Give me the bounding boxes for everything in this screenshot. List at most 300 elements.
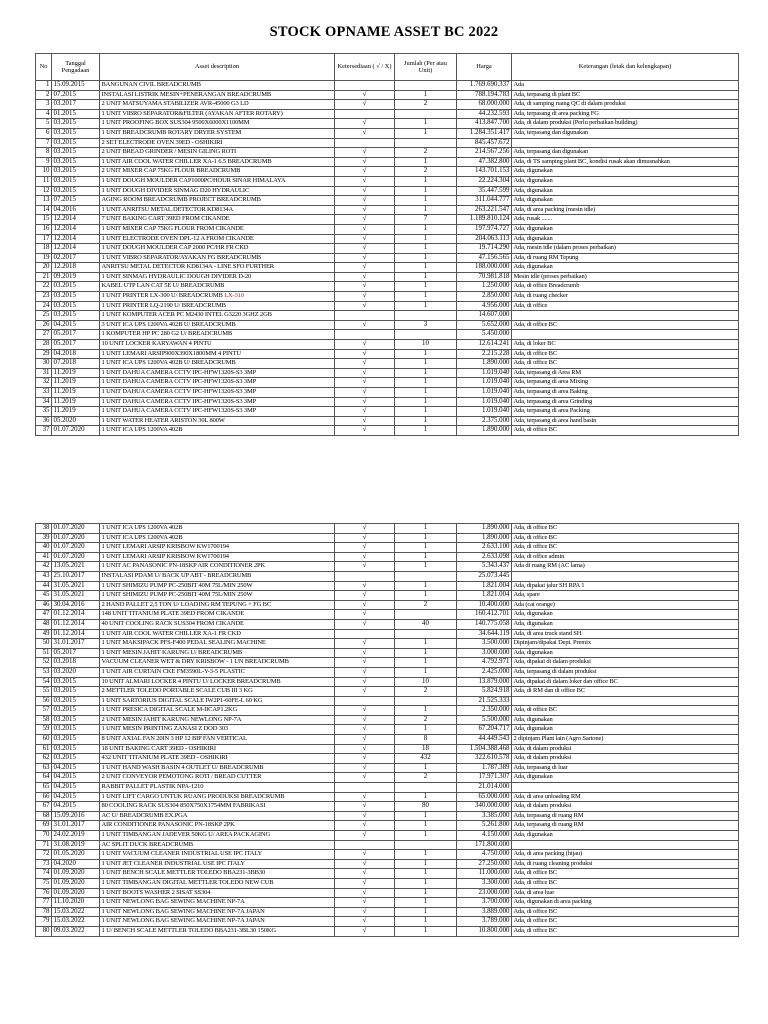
row-notes: Ada, digunakan [512, 176, 739, 186]
row-number: 29 [36, 349, 52, 359]
row-date: 04.2015 [52, 763, 100, 773]
row-date: 02.2017 [52, 253, 100, 263]
row-notes: Ada, di office [512, 301, 739, 311]
row-number: 65 [36, 783, 52, 793]
row-quantity: 1 [395, 850, 457, 860]
table-row [36, 167, 739, 177]
row-price: 2.633.100 [457, 543, 512, 553]
row-quantity [395, 840, 457, 850]
row-quantity: 40 [395, 619, 457, 629]
row-quantity: 432 [395, 754, 457, 764]
row-notes: Ada, di office BC [512, 706, 739, 716]
row-availability: √ [335, 591, 395, 601]
row-description: 8 UNIT AXIAL FAN 20IN 3 HP 12 BIP FAN VERTICAL [100, 735, 335, 745]
row-notes: Ada, di area packing (mesin idle) [512, 205, 739, 215]
row-number: 50 [36, 639, 52, 649]
row-number: 43 [36, 571, 52, 581]
row-availability: √ [335, 763, 395, 773]
row-notes: Ada, digunakan [512, 610, 739, 620]
row-date: 03.2015 [52, 138, 100, 148]
row-quantity: 1 [395, 128, 457, 138]
row-description: 40 UNIT COOLING RACK SUS304 FROM CIKANDE [100, 619, 335, 629]
row-price: 5.500.000 [457, 715, 512, 725]
row-number: 61 [36, 744, 52, 754]
row-date: 24.02.2019 [52, 831, 100, 841]
row-notes: Ada, terpasang di area Grinding [512, 397, 739, 407]
table-row [36, 533, 739, 543]
row-description: INSTALASI PDAM U/ BACK UP ABT - BREADCRUMB [100, 571, 335, 581]
row-date: 03.2015 [52, 157, 100, 167]
row-price: 1.821.004 [457, 581, 512, 591]
row-availability [335, 840, 395, 850]
row-date: 01.07.2020 [52, 543, 100, 553]
row-price: 3.889.000 [457, 907, 512, 917]
row-number: 17 [36, 234, 52, 244]
row-notes: Ada, digunakan [512, 725, 739, 735]
row-quantity [395, 629, 457, 639]
row-number: 79 [36, 917, 52, 927]
page-title: STOCK OPNAME ASSET BC 2022 [269, 24, 499, 40]
row-description: 1 UNIT PRESICA DIGITAL SCALE M-IICAP1.2KG [100, 706, 335, 716]
header-description: Asset description [100, 54, 335, 81]
row-availability [335, 81, 395, 91]
row-notes: Ada, di loker BC [512, 340, 739, 350]
table-row [36, 773, 739, 783]
row-date: 01.07.2020 [52, 426, 100, 436]
row-notes: Ada, terpasang di ruang RM [512, 821, 739, 831]
table-row [36, 850, 739, 860]
row-notes: Ada, di office BC [512, 524, 739, 534]
row-number: 71 [36, 840, 52, 850]
row-notes: Ada, di office BC [512, 533, 739, 543]
row-price: 1.821.004 [457, 591, 512, 601]
table-row [36, 81, 739, 91]
row-price: 1.284.351.417 [457, 128, 512, 138]
table-row [36, 629, 739, 639]
row-date: 30.04.2016 [52, 600, 100, 610]
row-notes: Ada, di area unloading RM [512, 792, 739, 802]
table-row [36, 407, 739, 417]
row-notes: Ada, terpasang dan digunakan [512, 128, 739, 138]
row-price: 171.800.000 [457, 840, 512, 850]
table-row [36, 311, 739, 321]
row-availability: √ [335, 148, 395, 158]
row-availability: √ [335, 253, 395, 263]
row-date: 31.01.2017 [52, 821, 100, 831]
row-price: 67.204.717 [457, 725, 512, 735]
row-availability: √ [335, 802, 395, 812]
row-date: 15.09.2016 [52, 811, 100, 821]
row-availability: √ [335, 263, 395, 273]
row-quantity [395, 696, 457, 706]
row-number: 41 [36, 552, 52, 562]
row-price: 47.382.800 [457, 157, 512, 167]
row-number: 8 [36, 148, 52, 158]
row-date: 11.2019 [52, 397, 100, 407]
row-date: 01.07.2020 [52, 533, 100, 543]
row-description: 1 UNIT NEWLONG BAG SEWING MACHINE NP-7A JAPAN [100, 917, 335, 927]
row-availability: √ [335, 378, 395, 388]
row-date: 03.2015 [52, 128, 100, 138]
row-date: 04.2020 [52, 859, 100, 869]
row-notes: Ada, di office BC [512, 359, 739, 369]
row-description: 1 UNIT BREADCRUMB ROTARY DRYER SYSTEM [100, 128, 335, 138]
row-date: 07.2015 [52, 90, 100, 100]
row-price: 10.800.000 [457, 926, 512, 936]
row-price: 1.890.000 [457, 524, 512, 534]
row-date: 31.01.2017 [52, 639, 100, 649]
row-date: 25.10.2017 [52, 571, 100, 581]
row-price: 322.610.578 [457, 754, 512, 764]
row-date: 05.2017 [52, 340, 100, 350]
asset-table-part-2 [35, 523, 739, 937]
row-notes [512, 571, 739, 581]
row-description: INSTALASI LISTRIK MESIN+PENERANGAN BREADCRUMB [100, 90, 335, 100]
row-quantity: 1 [395, 205, 457, 215]
row-date: 11.10.2020 [52, 898, 100, 908]
row-description: 2 METTLER TOLEDO PORTABLE SCALE CUB III 3 KG [100, 687, 335, 697]
row-availability: √ [335, 244, 395, 254]
row-description: KABEL UTP LAN CAT 5E U/ BREADCRUMB [100, 282, 335, 292]
row-availability: √ [335, 600, 395, 610]
row-quantity: 80 [395, 802, 457, 812]
table-row [36, 176, 739, 186]
row-notes: Ada, di office BC [512, 543, 739, 553]
table-row [36, 224, 739, 234]
row-availability: √ [335, 426, 395, 436]
row-price: 1.890.000 [457, 359, 512, 369]
table-row [36, 677, 739, 687]
header-date: Tanggal Pengadaan [52, 54, 100, 81]
row-availability: √ [335, 196, 395, 206]
row-quantity: 1 [395, 648, 457, 658]
row-availability [335, 629, 395, 639]
row-notes: Ada, terpasang di area Packing [512, 407, 739, 417]
row-price: 1.504.388.468 [457, 744, 512, 754]
row-availability: √ [335, 224, 395, 234]
row-description: 1 UNIT ICA UPS 1200VA 402B [100, 426, 335, 436]
row-description: 1 UNIT MESIN PRINTING ZANASI Z DOD 303 [100, 725, 335, 735]
row-date: 01.09.2020 [52, 888, 100, 898]
row-date: 03.2015 [52, 715, 100, 725]
row-description: 1 UNIT DAHUA CAMERA CCTV IPC-HFW1320S-S3 3MP [100, 388, 335, 398]
row-availability: √ [335, 340, 395, 350]
row-notes: Ada, di office BC [512, 907, 739, 917]
row-notes: Ada, digunakan [512, 648, 739, 658]
table-row [36, 869, 739, 879]
row-availability: √ [335, 917, 395, 927]
row-description: 1 UNIT DAHUA CAMERA CCTV IPC-HFW1320S-S3 3MP [100, 407, 335, 417]
row-description: 1 UNIT LEMARI ARSIP900X390X1800MM 4 PINTU [100, 349, 335, 359]
row-date: 01.12.2014 [52, 629, 100, 639]
row-number: 9 [36, 157, 52, 167]
row-quantity: 1 [395, 725, 457, 735]
row-availability: √ [335, 533, 395, 543]
row-price: 788.194.783 [457, 90, 512, 100]
row-number: 26 [36, 320, 52, 330]
row-number: 4 [36, 109, 52, 119]
table-row [36, 543, 739, 553]
table-row [36, 735, 739, 745]
row-number: 1 [36, 81, 52, 91]
row-quantity [395, 571, 457, 581]
row-quantity: 1 [395, 543, 457, 553]
row-availability: √ [335, 667, 395, 677]
row-number: 3 [36, 100, 52, 110]
row-number: 32 [36, 378, 52, 388]
row-description: 1 UNIT SHIMIZU PUMP PC-250BIT 40M 75L/MIN 250W [100, 581, 335, 591]
row-notes: 2 dipinjam Plant lain (Agro Sartone) [512, 735, 739, 745]
row-date: 15.03.2022 [52, 907, 100, 917]
table-row [36, 840, 739, 850]
table-row [36, 763, 739, 773]
row-notes: Ada, digunakan [512, 196, 739, 206]
row-date: 12.2014 [52, 234, 100, 244]
row-notes: Ada, terpasang di area Mixing [512, 378, 739, 388]
row-description: 1 UNIT KOMPUTER ACER PC M2430 INTEL G3220 3GHZ 2GB [100, 311, 335, 321]
row-quantity: 1 [395, 907, 457, 917]
row-quantity: 1 [395, 792, 457, 802]
row-quantity: 1 [395, 224, 457, 234]
row-availability: √ [335, 725, 395, 735]
row-quantity: 2 [395, 148, 457, 158]
row-price: 2.425.000 [457, 667, 512, 677]
row-number: 72 [36, 850, 52, 860]
row-price: 311.044.777 [457, 196, 512, 206]
row-quantity: 2 [395, 715, 457, 725]
row-description: 1 UNIT BOOTS WASHER 2 SISAT SS304 [100, 888, 335, 898]
row-price: 47.156.565 [457, 253, 512, 263]
row-date: 03.2018 [52, 658, 100, 668]
row-quantity: 1 [395, 119, 457, 129]
row-description: 1 UNIT NEWLONG BAG SEWING MACHINE NP-7A JAPAN [100, 907, 335, 917]
row-date: 03.2017 [52, 100, 100, 110]
row-number: 25 [36, 311, 52, 321]
row-notes: Mesin idle (proses perbaikan) [512, 272, 739, 282]
row-availability: √ [335, 543, 395, 553]
row-description: 18 UNIT BAKING CART 39ED - OSHIKIRI [100, 744, 335, 754]
table-header-row [36, 54, 739, 81]
row-number: 75 [36, 878, 52, 888]
row-notes: Ada, di area luar [512, 888, 739, 898]
row-number: 31 [36, 368, 52, 378]
row-availability: √ [335, 850, 395, 860]
table-row [36, 128, 739, 138]
row-description: 1 UNIT DOUGH MOULDER CAP 2000 PC/HR FR CKD [100, 244, 335, 254]
row-notes: Ada, di RM dan di office BC [512, 687, 739, 697]
row-quantity: 1 [395, 533, 457, 543]
row-date: 03.2015 [52, 744, 100, 754]
row-availability: √ [335, 128, 395, 138]
row-notes: Ada, digunakan [512, 773, 739, 783]
row-description: 148 UNIT TITANIUM PLATE 39ED FROM CIKANDE [100, 610, 335, 620]
row-description: 1 UNIT LIFT CARGO UNTUK RUANG PRODUKSI BREADCRUMB [100, 792, 335, 802]
row-number: 53 [36, 667, 52, 677]
row-date: 12.2014 [52, 244, 100, 254]
row-description: 1 UNIT MAKSIPACK PFS-F400 PEDAL SEALING MACHINE [100, 639, 335, 649]
row-date: 01.07.2020 [52, 552, 100, 562]
row-number: 38 [36, 524, 52, 534]
row-price: 4.150.000 [457, 831, 512, 841]
row-availability: √ [335, 186, 395, 196]
row-number: 19 [36, 253, 52, 263]
row-number: 5 [36, 119, 52, 129]
row-notes: Ada, terpasang di area packing FG [512, 109, 739, 119]
header-no: No [36, 54, 52, 81]
row-description: 2 UNIT CONVEYOR PEMOTONG ROTI / BREAD CUTTER [100, 773, 335, 783]
row-availability: √ [335, 282, 395, 292]
row-quantity: 2 [395, 100, 457, 110]
row-notes: Ada, spare [512, 591, 739, 601]
row-quantity: 1 [395, 926, 457, 936]
row-notes: Ada, di samping ruang QC di dalam produksi [512, 100, 739, 110]
row-description: 2 UNIT MIXER CAP 75KG FLOUR BREADCRUMB [100, 167, 335, 177]
table-row [36, 205, 739, 215]
row-availability: √ [335, 639, 395, 649]
row-description: 3 UNIT ICA UPS 1200VA 402B U/ BREADCRUMB [100, 320, 335, 330]
asset-table-part-1 [35, 53, 739, 436]
row-quantity: 1 [395, 878, 457, 888]
table-row [36, 368, 739, 378]
table-row [36, 215, 739, 225]
row-quantity: 1 [395, 831, 457, 841]
row-date: 12.2014 [52, 224, 100, 234]
row-notes: Ada, digunakan [512, 234, 739, 244]
row-number: 78 [36, 907, 52, 917]
row-date: 31.05.2021 [52, 591, 100, 601]
table-row [36, 330, 739, 340]
row-availability: √ [335, 859, 395, 869]
table-row [36, 388, 739, 398]
row-date: 01.07.2020 [52, 524, 100, 534]
table-row [36, 263, 739, 273]
row-availability: √ [335, 658, 395, 668]
row-date: 09.03.2022 [52, 926, 100, 936]
row-description: 1 UNIT DAHUA CAMERA CCTV IPC-HFW1320S-S3 3MP [100, 397, 335, 407]
table-row [36, 244, 739, 254]
row-quantity: 1 [395, 811, 457, 821]
row-price: 3.000.000 [457, 648, 512, 658]
row-date: 03.2015 [52, 282, 100, 292]
row-availability: √ [335, 397, 395, 407]
row-date: 11.2019 [52, 378, 100, 388]
row-availability: √ [335, 119, 395, 129]
row-availability: √ [335, 811, 395, 821]
table-row [36, 119, 739, 129]
row-quantity: 1 [395, 301, 457, 311]
row-description: 2 SET ELECTRODE OVEN 39ED - OSHIKIRI [100, 138, 335, 148]
table-row [36, 907, 739, 917]
table-row [36, 600, 739, 610]
row-quantity: 1 [395, 176, 457, 186]
row-availability: √ [335, 715, 395, 725]
row-price: 2.633.098 [457, 552, 512, 562]
table-body-part-1 [36, 81, 739, 436]
row-price: 1.250.000 [457, 282, 512, 292]
table-row [36, 340, 739, 350]
row-quantity: 1 [395, 859, 457, 869]
row-availability: √ [335, 176, 395, 186]
row-quantity: 1 [395, 562, 457, 572]
row-number: 33 [36, 388, 52, 398]
row-description: 1 UNIT SINMAG HYDRAULIC DOUGH DIVIDER D-20 [100, 272, 335, 282]
row-notes [512, 138, 739, 148]
row-notes: Ada, terpasang di area hand basin [512, 416, 739, 426]
row-date: 03.2015 [52, 167, 100, 177]
row-date: 04.2015 [52, 773, 100, 783]
table-row [36, 426, 739, 436]
row-quantity: 2 [395, 167, 457, 177]
row-availability: √ [335, 610, 395, 620]
header-price: Harga [457, 54, 512, 81]
row-availability: √ [335, 552, 395, 562]
table-row [36, 802, 739, 812]
row-quantity: 8 [395, 735, 457, 745]
table-row [36, 696, 739, 706]
row-number: 51 [36, 648, 52, 658]
row-number: 40 [36, 543, 52, 553]
row-quantity: 1 [395, 234, 457, 244]
row-description: AC SPLIT DUCK BREADCRUMB [100, 840, 335, 850]
row-price: 19.714.290 [457, 244, 512, 254]
table-row [36, 658, 739, 668]
row-quantity: 1 [395, 359, 457, 369]
row-number: 60 [36, 735, 52, 745]
row-price: 197.974.727 [457, 224, 512, 234]
row-price: 1.189.810.124 [457, 215, 512, 225]
row-number: 22 [36, 282, 52, 292]
row-number: 80 [36, 926, 52, 936]
row-availability: √ [335, 792, 395, 802]
row-price: 68.000.000 [457, 100, 512, 110]
row-notes: Ada, terpasang di ruang RM [512, 811, 739, 821]
row-number: 16 [36, 224, 52, 234]
row-number: 57 [36, 706, 52, 716]
row-availability: √ [335, 898, 395, 908]
row-quantity: 3 [395, 320, 457, 330]
row-description: 1 UNIT ICA UPS 1200VA 402B U/ BREADCRUMB [100, 359, 335, 369]
row-price: 3.385.000 [457, 811, 512, 821]
row-price: 1.019.040 [457, 368, 512, 378]
row-availability: √ [335, 878, 395, 888]
row-number: 44 [36, 581, 52, 591]
row-description: AIR CONDITIONER PANASONIC PN-18SKP 2PK [100, 821, 335, 831]
row-price: 11.000.000 [457, 869, 512, 879]
row-date: 01.12.2014 [52, 610, 100, 620]
row-notes: Ada, digunakan [512, 715, 739, 725]
row-price: 3.700.000 [457, 898, 512, 908]
row-price: 2.350.000 [457, 706, 512, 716]
row-number: 64 [36, 773, 52, 783]
row-price: 5.652.000 [457, 320, 512, 330]
row-description: 1 UNIT AIR COOL WATER CHILLER XA-1 FR CKD [100, 629, 335, 639]
row-availability: √ [335, 272, 395, 282]
row-availability [335, 783, 395, 793]
table-row [36, 878, 739, 888]
row-price: 14.607.000 [457, 311, 512, 321]
row-quantity: 2 [395, 600, 457, 610]
row-number: 45 [36, 591, 52, 601]
table-row [36, 349, 739, 359]
row-quantity: 1 [395, 157, 457, 167]
row-availability: √ [335, 524, 395, 534]
row-quantity: 10 [395, 677, 457, 687]
row-date: 03.2015 [52, 186, 100, 196]
row-quantity: 1 [395, 292, 457, 302]
row-description: 1 UNIT SHIMIZU PUMP PC-250BIT 40M 75L/MIN 250W [100, 591, 335, 601]
row-notes: Ada [512, 81, 739, 91]
row-availability: √ [335, 100, 395, 110]
